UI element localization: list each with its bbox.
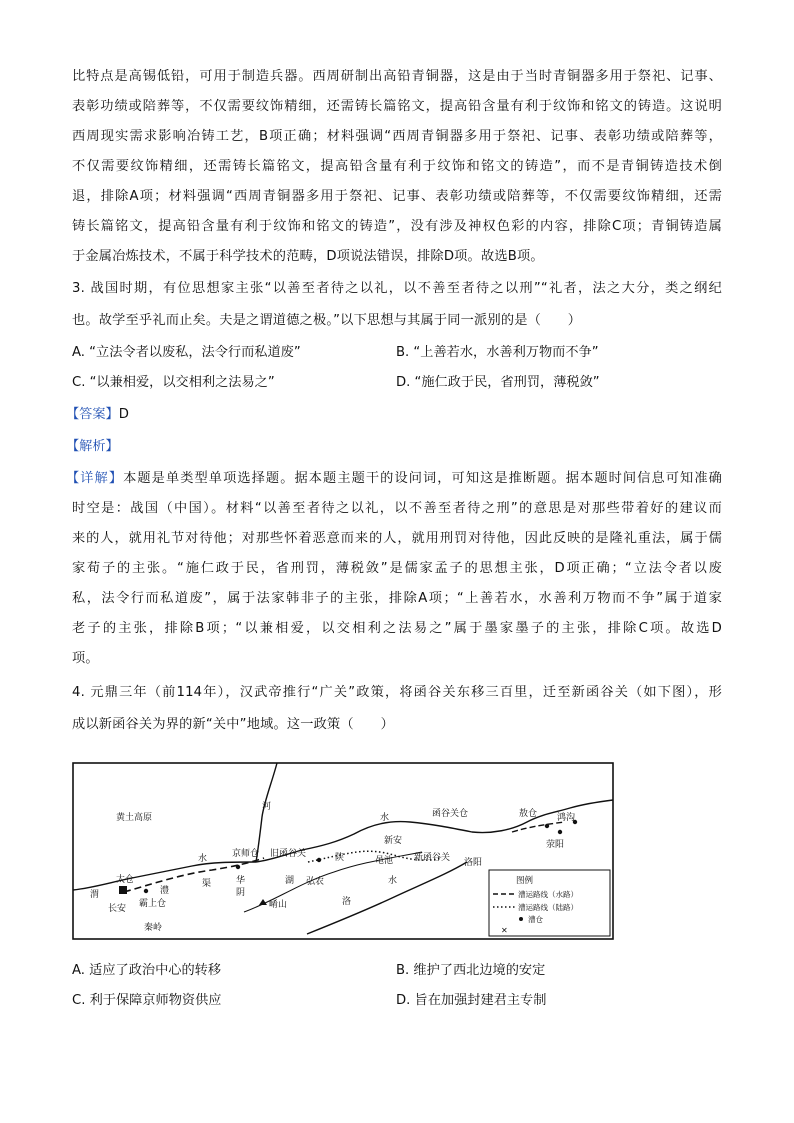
label-old-hangu: 旧函谷关: [270, 849, 307, 859]
label-mianchi: 黾池: [375, 856, 394, 866]
label-shan: 陕: [335, 853, 345, 863]
answer-tag: 【答案】: [66, 407, 119, 422]
intro-line: 于金属冶炼技术，不属于科学技术的范畴，D项说法错误，排除D项。故选B项。: [72, 249, 544, 264]
q3-option-d: D. “施仁政于民，省刑罚，薄税敛”: [396, 375, 600, 390]
label-qinling: 秦岭: [144, 923, 163, 933]
label-xiaoshan: 崤山: [269, 900, 288, 910]
detail-tag: 【详解】: [66, 471, 124, 486]
answer-value: D: [118, 407, 129, 422]
q3-detail-line: 家荀子的主张。“施仁政于民，省刑罚，薄税敛”是儒家孟子的思想主张，D项正确；“立法令者以废: [72, 561, 722, 576]
q3-answer: [66, 406, 129, 424]
intro-line: 西周现实需求影响冶铸工艺，B项正确；材料强调“西周青铜器多用于祭祀、记事、表彰功绩或陪葬等，: [72, 129, 722, 144]
q3-detail-line: 老子的主张，排除B项；“以兼相爱，以交相利之法易之”属于墨家墨子的主张，排除C项。故选D: [72, 621, 722, 636]
intro-line: 铸长篇铭文，提高铅含量有利于纹饰和铭文的铸造”，没有涉及神权色彩的内容，排除C项；青铜铸造属: [72, 219, 722, 234]
q3-detail-line: 来的人，就用礼节对待他；对那些怀着恶意而来的人，就用刑罚对待他，因此反映的是隆礼重法，属于儒: [72, 531, 722, 546]
legend-pass-icon: ✕: [501, 926, 508, 935]
label-qu: 渠: [202, 879, 212, 889]
q3-detail-line: 项。: [72, 651, 99, 666]
label-xingyang: 荥阳: [546, 840, 565, 850]
label-luo: 洛: [342, 897, 352, 907]
legend-granary: 漕仓: [528, 915, 543, 924]
q3-detail-line: 时空是：战国（中国）。材料“以善至者待之以礼，以不善至者待之刑”的意思是对那些带着好的建议而: [72, 501, 722, 516]
q4-option-c: C. 利于保障京师物资供应: [72, 993, 222, 1008]
q3-stem-line: 3. 战国时期，有位思想家主张“以善至者待之以礼，以不善至者待之以刑”“礼者，法之大分，类之纲纪: [72, 281, 722, 296]
intro-line: 比特点是高锡低铅，可用于制造兵器。西周研制出高铅青铜器，这是由于当时青铜器多用于祭祀、记事、: [72, 69, 722, 84]
label-changan: 长安: [108, 904, 127, 914]
q4-option-a: A. 适应了政治中心的转移: [72, 963, 222, 978]
label-luoyang: 洛阳: [464, 858, 483, 868]
q3-analysis-tag: [66, 438, 119, 456]
q4-option-d: D. 旨在加强封建君主专制: [396, 993, 547, 1008]
analysis-tag: 【解析】: [66, 439, 119, 454]
canal-route-map: [72, 762, 614, 940]
legend-title: 图例: [516, 876, 534, 886]
label-loess: 黄土高原: [116, 813, 153, 823]
legend-land: 漕运路线（陆路）: [518, 903, 578, 912]
q3-option-a: A. “立法令者以废私，法令行而私道废”: [72, 345, 301, 360]
granary-dot: [545, 824, 549, 828]
label-shui-2: 水: [198, 854, 208, 864]
label-aocang: 敖仓: [519, 809, 538, 819]
label-xinan: 新安: [384, 836, 403, 846]
intro-line: 退，排除A项；材料强调“西周青铜器多用于祭祀、记事、表彰功绩或陪葬等，不仅需要纹饰精细，还需: [72, 189, 722, 204]
label-new-hangu: 新函谷关: [414, 853, 451, 863]
label-shui-3: 水: [388, 876, 398, 886]
intro-line: 不仅需要纹饰精细，还需铸长篇铭文，提高铅含量有利于纹饰和铭文的铸造”，而不是青铜铸造技术倒: [72, 159, 722, 174]
label-li: 澧: [160, 886, 170, 896]
q3-detail-line: 私，法令行而私道废”，属于法家韩非子的主张，排除A项；“上善若水，水善利万物而不争”属于道家: [72, 591, 722, 606]
label-bashangcang: 霸上仓: [139, 899, 167, 909]
label-huayin-2: 阴: [236, 888, 246, 898]
changan-marker: [119, 886, 127, 894]
granary-dot: [558, 830, 562, 834]
q4-stem-line: 4. 元鼎三年（前114年），汉武帝推行“广关”政策，将函谷关东移三百里，迁至新函谷关（如下图），形: [72, 685, 722, 700]
q3-option-b: B. “上善若水，水善利万物而不争”: [396, 345, 599, 360]
granary-dot: [236, 865, 240, 869]
label-hu: 湖: [285, 876, 295, 886]
label-jingshicang: 京师仓: [232, 849, 260, 859]
intro-line: 表彰功绩或陪葬等，不仅需要纹饰精细，还需铸长篇铭文，提高铅含量有利于纹饰和铭文的铸造。这说明: [72, 99, 722, 114]
granary-dot: [317, 858, 321, 862]
legend-granary-swatch: [519, 917, 523, 921]
label-huayin-1: 华: [236, 876, 246, 886]
label-hangu-granary: 函谷关仓: [432, 809, 469, 819]
q3-option-c: C. “以兼相爱，以交相利之法易之”: [72, 375, 275, 390]
q3-detail-line: 【详解】本题是单类型单项选择题。据本题主题干的设问词，可知这是推断题。据本题时间信息可知准确: [66, 471, 722, 486]
q4-option-b: B. 维护了西北边境的安定: [396, 963, 546, 978]
legend-water: 漕运路线（水路）: [518, 890, 578, 899]
label-hongnong: 弘农: [306, 877, 325, 887]
label-taicang: 太仓: [116, 875, 135, 885]
q4-stem-line: 成以新函谷关为界的新“关中”地域。这一政策（ ）: [72, 717, 394, 732]
granary-dot: [144, 889, 148, 893]
label-honggou: 鸿沟: [557, 813, 576, 823]
label-wei: 渭: [90, 890, 100, 900]
label-he: 河: [262, 802, 272, 812]
label-shui: 水: [380, 813, 390, 823]
q3-stem-line: 也。故学至乎礼而止矣。夫是之谓道德之极。”以下思想与其属于同一派别的是（ ）: [72, 313, 582, 328]
